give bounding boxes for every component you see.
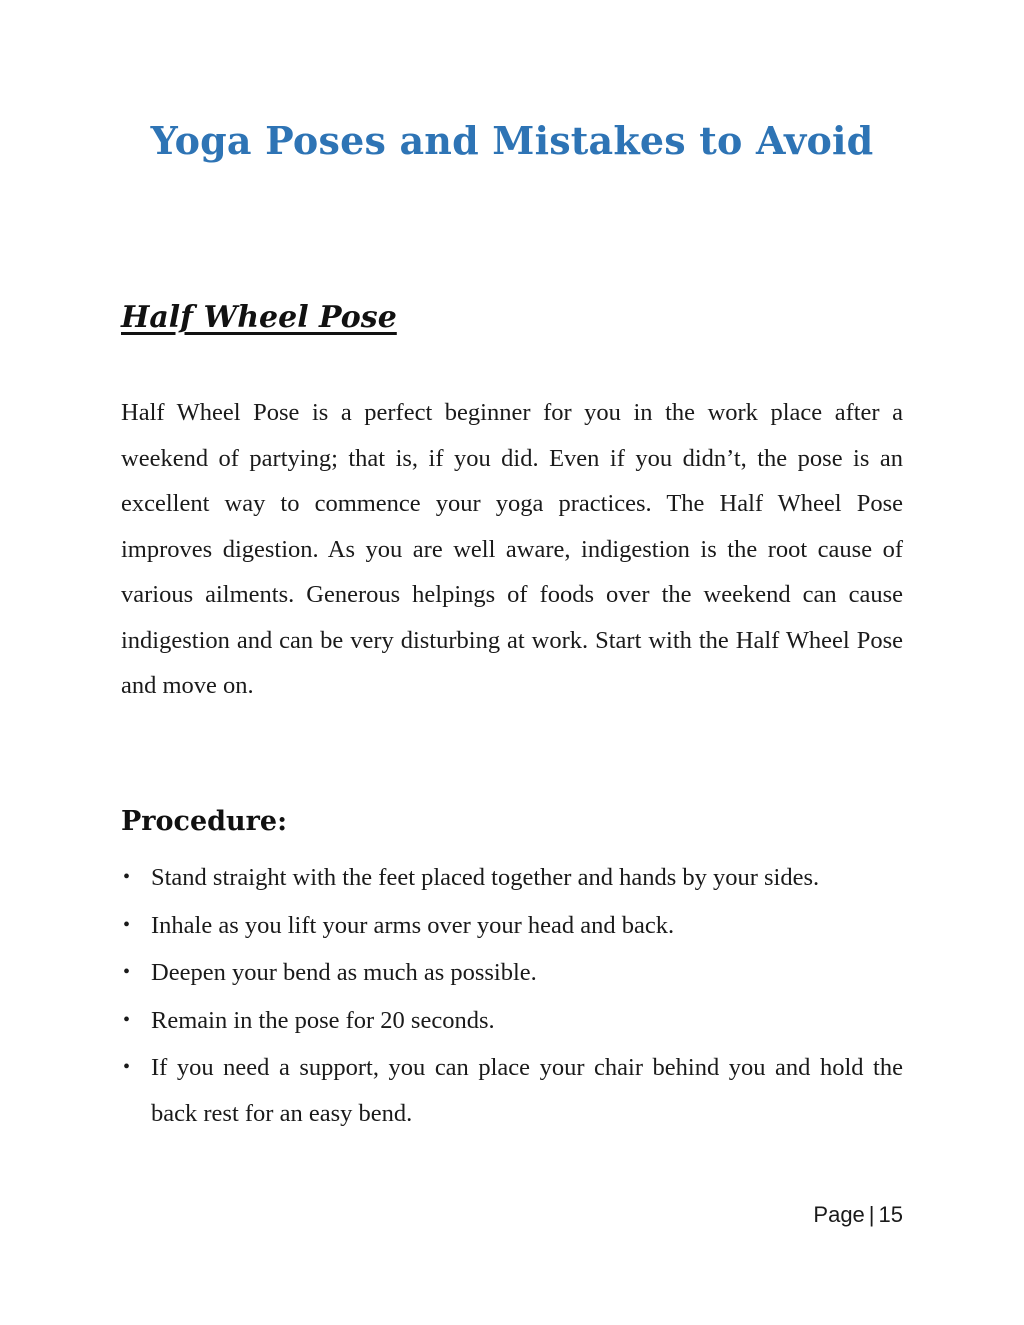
procedure-list (121, 855, 903, 1138)
bullet-icon: • (123, 866, 131, 888)
page-number: 15 (878, 1202, 903, 1227)
procedure-heading: Procedure: (121, 806, 288, 837)
section-heading: Half Wheel Pose (121, 300, 397, 335)
procedure-step (121, 903, 903, 949)
page-separator: | (868, 1202, 875, 1227)
bullet-icon: • (123, 913, 131, 936)
procedure-step-text: Stand straight with the feet placed together and hands by your sides. (151, 864, 820, 891)
bullet-icon: • (123, 1056, 131, 1078)
procedure-step (121, 950, 903, 996)
procedure-step (121, 1045, 903, 1136)
procedure-step (121, 998, 903, 1044)
procedure-step-text: Deepen your bend as much as possible. (151, 959, 537, 986)
page-label: Page (813, 1202, 865, 1227)
page-footer (813, 1202, 903, 1228)
procedure-step-text: Remain in the pose for 20 seconds. (151, 1006, 495, 1034)
page-title: Yoga Poses and Mistakes to Avoid (150, 118, 874, 163)
procedure-step (121, 855, 903, 901)
intro-paragraph: Half Wheel Pose is a perfect beginner for you in the work place after a weekend of partying; that is, if you did. Even if you didn’t, the pose is an excellent way to commence your yoga practices. The Half Wheel Pose improves digestion. As you are well aware, indigestion is the root cause of various ailments. Generous helpings of foods over the weekend can cause indigestion and can be very disturbing at work. Start with the Half Wheel Pose and move on. (121, 399, 903, 699)
bullet-icon: • (123, 961, 131, 983)
procedure-step-text: If you need a support, you can place your chair behind you and hold the back rest for an easy bend. (151, 1054, 903, 1127)
procedure-step-text: Inhale as you lift your arms over your head and back. (151, 911, 675, 939)
bullet-icon: • (123, 1008, 131, 1031)
